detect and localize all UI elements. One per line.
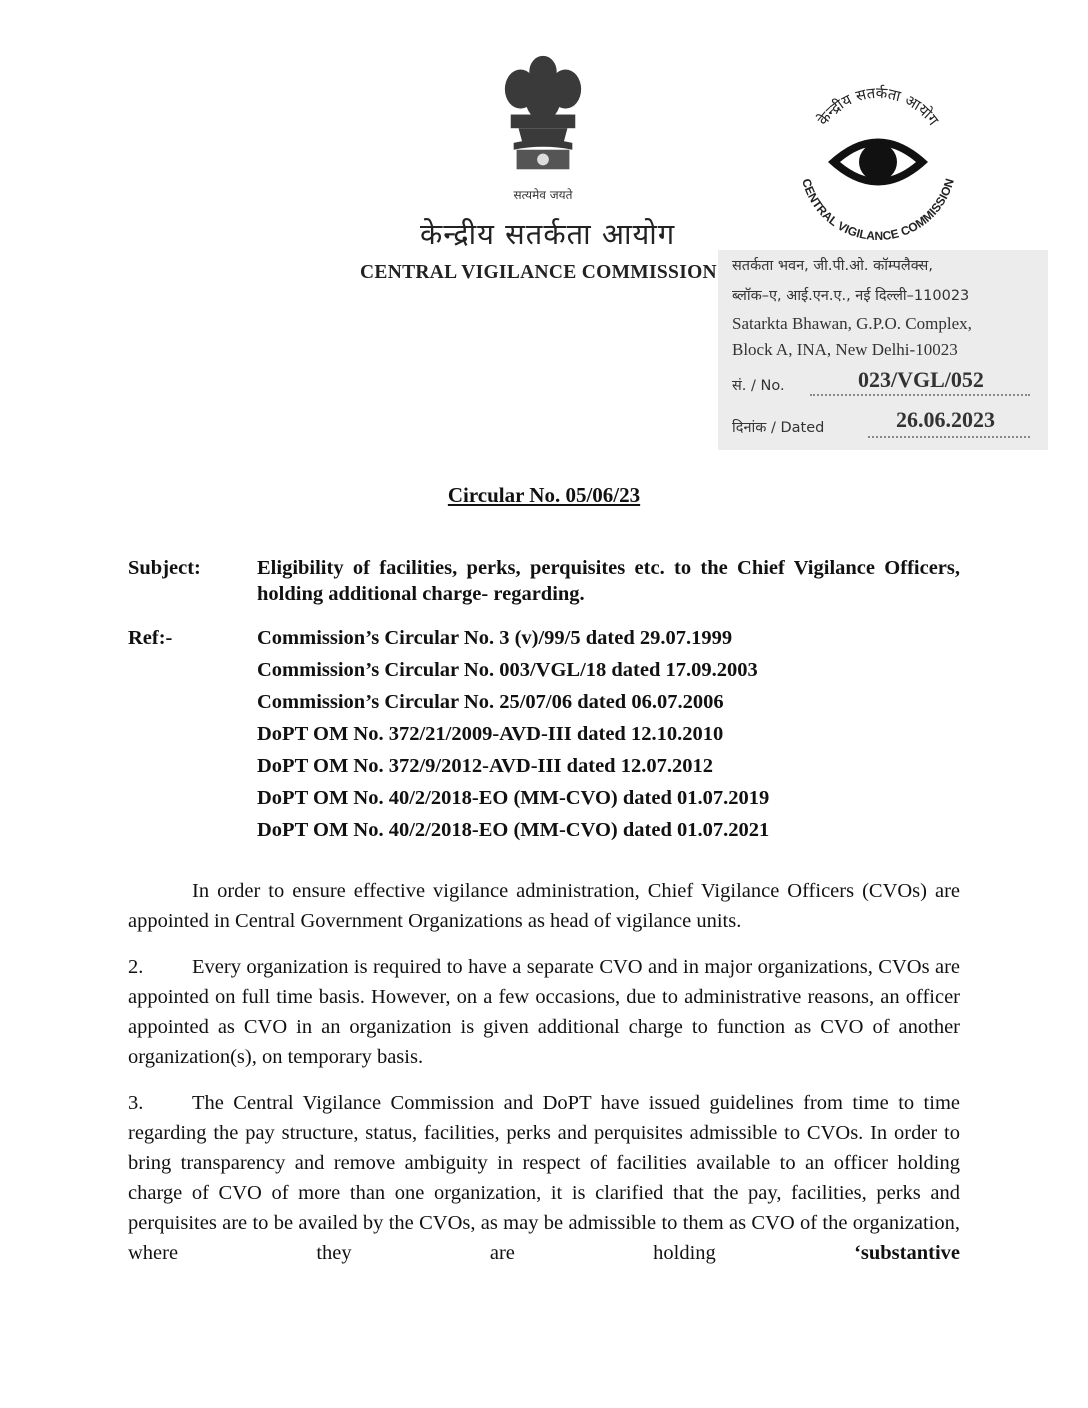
cvc-logo-icon	[778, 80, 978, 250]
paragraph-3-text: The Central Vigilance Commission and DoPT have issued guidelines from time to time regarding the pay structure, status, facilities, perks and perquisites admissible to CVOs. In order to bring transparency and remove ambiguity in respect of facilities available to an officer holding charge of CVO of more than one organization, it is clarified that the pay, facilities, perks and perquisites are to be availed by the CVOs, as may be admissible to them as CVO of the organization, where they are holding	[128, 1092, 960, 1264]
svg-text:CENTRAL VIGILANCE COMMISSION	[799, 177, 957, 243]
circular-title: Circular No. 05/06/23	[447, 483, 641, 507]
paragraph-2	[128, 952, 960, 1072]
reference-item: Commission’s Circular No. 003/VGL/18 dated 17.09.2003	[257, 659, 758, 681]
subject-label: Subject:	[128, 557, 201, 579]
reference-item: DoPT OM No. 40/2/2018-EO (MM-CVO) dated 01.07.2019	[257, 787, 770, 809]
paragraph-1: In order to ensure effective vigilance administration, Chief Vigilance Officers (CVOs) are appointed in Central Government Organizations as head of vigilance units.	[128, 880, 960, 932]
date-label: दिनांक / Dated	[732, 420, 825, 436]
reference-number: 023/VGL/052	[858, 367, 984, 392]
paragraph-2-number: 2.	[128, 956, 144, 978]
logo-hindi-text: केन्द्रीय सतर्कता आयोग	[813, 83, 943, 129]
address-english-line2: Block A, INA, New Delhi-10023	[732, 340, 958, 359]
reference-item: DoPT OM No. 372/9/2012-AVD-III dated 12.07.2012	[257, 755, 713, 777]
ref-label: Ref:-	[128, 627, 173, 649]
number-label: सं. / No.	[732, 378, 785, 394]
subject-text: Eligibility of facilities, perks, perquisites etc. to the Chief Vigilance Officers, holding additional charge- regarding.	[257, 557, 960, 605]
date-value: 26.06.2023	[896, 407, 995, 432]
eye-icon	[828, 139, 928, 186]
address-block	[718, 250, 1048, 450]
paragraph-3-bold-text: ‘substantive	[854, 1242, 961, 1264]
paragraph-3-number: 3.	[128, 1092, 144, 1114]
number-dotted-line	[810, 394, 1030, 396]
paragraph-2-text: Every organization is required to have a separate CVO and in major organizations, CVOs are appointed on full time basis. However, on a few occasions, due to administrative reasons, an officer appointed as CVO in an organization is given additional charge to function as CVO of another organization(s), on temporary basis.	[128, 956, 960, 1068]
address-hindi-line1: सतर्कता भवन, जी.पी.ओ. कॉम्पलैक्स,	[732, 258, 933, 274]
paragraph-3	[128, 1088, 960, 1268]
address-english-line1: Satarkta Bhawan, G.P.O. Complex,	[732, 314, 972, 333]
body-text	[128, 876, 960, 1284]
date-dotted-line	[868, 436, 1030, 438]
reference-item: DoPT OM No. 40/2/2018-EO (MM-CVO) dated 01.07.2021	[257, 819, 770, 841]
reference-item: Commission’s Circular No. 25/07/06 dated 06.07.2006	[257, 691, 724, 713]
logo-english-text: CENTRAL VIGILANCE COMMISSION	[799, 176, 957, 244]
national-emblem-icon	[488, 50, 598, 182]
org-name-english: CENTRAL VIGILANCE COMMISSION	[360, 262, 717, 283]
org-name-hindi: केन्द्रीय सतर्कता आयोग	[420, 217, 676, 251]
reference-item: Commission’s Circular No. 3 (v)/99/5 dated 29.07.1999	[257, 627, 733, 649]
reference-item: DoPT OM No. 372/21/2009-AVD-III dated 12.10.2010	[257, 723, 724, 745]
motto-text: सत्यमेव जयते	[513, 188, 573, 202]
svg-text:केन्द्रीय सतर्कता आयोग	[814, 84, 943, 129]
address-hindi-line2: ब्लॉक–ए, आई.एन.ए., नई दिल्ली–110023	[732, 288, 970, 304]
